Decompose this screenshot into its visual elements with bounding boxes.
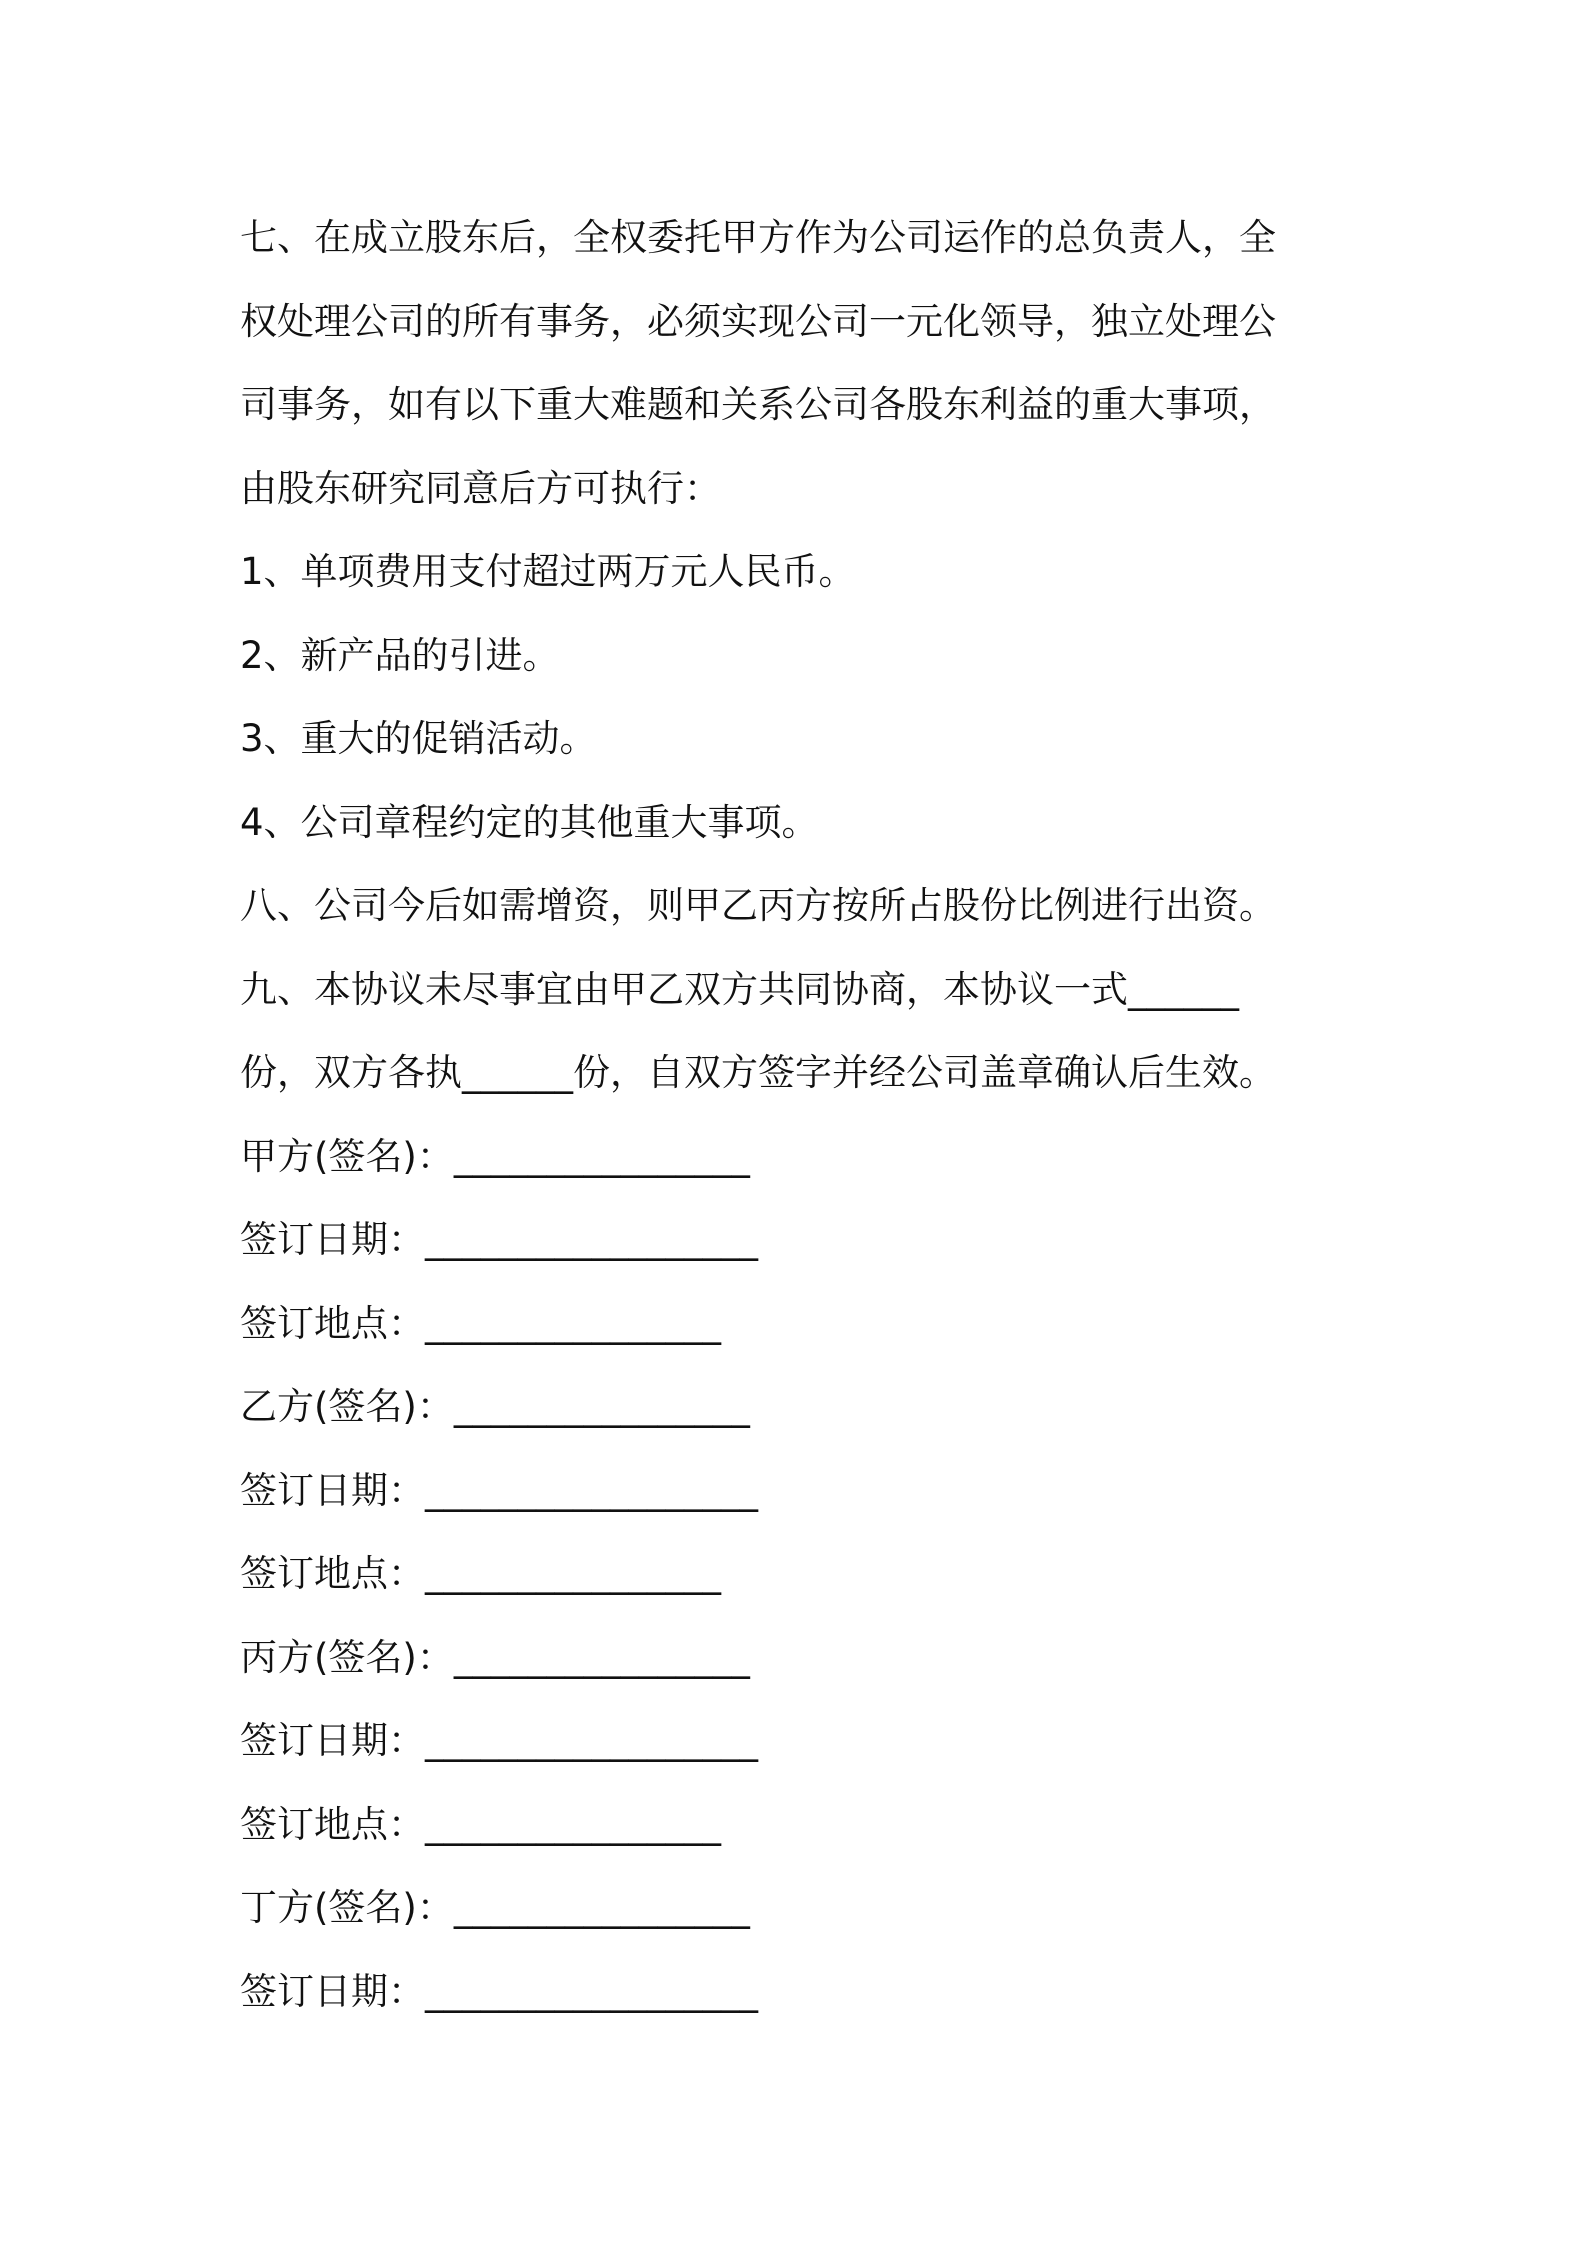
item-list [240, 530, 1360, 864]
signature-line-party-b: 乙方(签名)：________________ [240, 1385, 750, 1428]
signing-date-line: 签订日期：__________________ [240, 1969, 758, 2013]
paragraph-7-line: 权处理公司的所有事务，必须实现公司一元化领导，独立处理公 [240, 299, 1276, 343]
paragraph-9-line: 九、本协议未尽事宜由甲乙双方共同协商，本协议一式______ [240, 967, 1239, 1011]
paragraph-7-line: 由股东研究同意后方可执行： [240, 466, 721, 510]
signing-date-line: 签订日期：__________________ [240, 1218, 758, 1261]
signature-block [240, 1115, 1360, 2034]
list-item: 4、公司章程约定的其他重大事项。 [240, 800, 819, 844]
paragraph-9 [240, 948, 1360, 1115]
paragraph-7 [240, 196, 1360, 530]
paragraph-8: 八、公司今后如需增资，则甲乙丙方按所占股份比例进行出资。 [240, 884, 1276, 927]
list-item: 2、新产品的引进。 [240, 633, 560, 677]
signing-place-line: 签订地点：________________ [240, 1802, 721, 1846]
signing-date-line: 签订日期：__________________ [240, 1468, 758, 1512]
paragraph-7-line: 七、在成立股东后，全权委托甲方作为公司运作的总负责人，全 [240, 216, 1276, 259]
list-item: 1、单项费用支付超过两万元人民币。 [240, 550, 856, 593]
signing-date-line: 签订日期：__________________ [240, 1719, 758, 1762]
list-item: 3、重大的促销活动。 [240, 717, 597, 760]
document-body [240, 196, 1360, 2033]
signing-place-line: 签订地点：________________ [240, 1301, 721, 1345]
signature-line-party-a: 甲方(签名)：________________ [240, 1134, 750, 1178]
signing-place-line: 签订地点：________________ [240, 1552, 721, 1595]
paragraph-9-line: 份，双方各执______份，自双方签字并经公司盖章确认后生效。 [240, 1051, 1276, 1094]
signature-line-party-c: 丙方(签名)：________________ [240, 1635, 750, 1679]
paragraph-7-line: 司事务，如有以下重大难题和关系公司各股东利益的重大事项， [240, 383, 1276, 426]
signature-line-party-d: 丁方(签名)：________________ [240, 1886, 750, 1929]
